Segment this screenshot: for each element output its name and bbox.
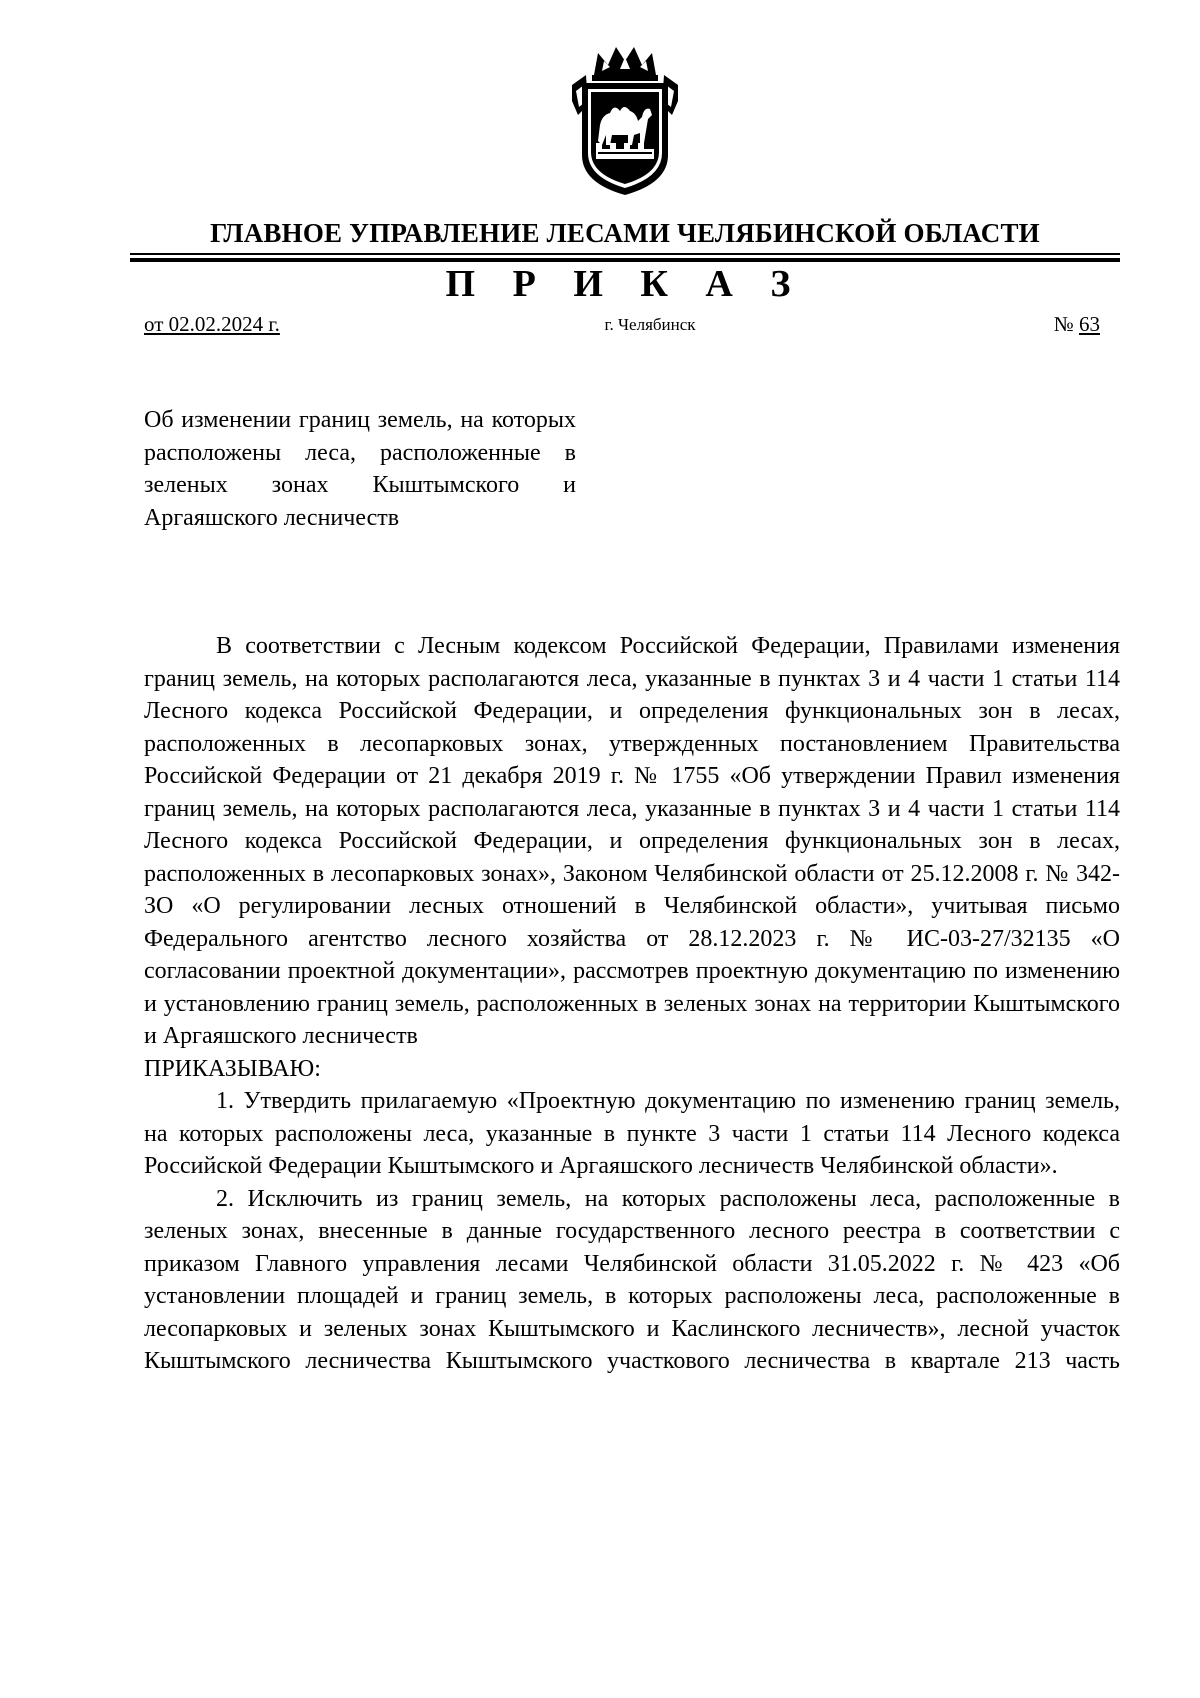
chelyabinsk-coat-of-arms-icon bbox=[564, 45, 686, 197]
document-body bbox=[144, 630, 1120, 1378]
organization-title: ГЛАВНОЕ УПРАВЛЕНИЕ ЛЕСАМИ ЧЕЛЯБИНСКОЙ ОБЛАСТИ bbox=[210, 218, 1040, 248]
preamble-paragraph: В соответствии с Лесным кодексом Российской Федерации, Правилами изменения границ земель, на которых располагаются леса, указанные в пунктах 3 и 4 части 1 статьи 114 Лесного кодекса Российской Федерации, и определения функциональных зон в лесах, расположенных в лесопарковых зонах, утвержденных постановлением Правительства Российской Федерации от 21 декабря 2019 г. № 1755 «Об утверждении Правил изменения границ земель, на которых располагаются леса, указанные в пунктах 3 и 4 части 1 статьи 114 Лесного кодекса Российской Федерации, и определения функциональных зон в лесах, расположенных в лесопарковых зонах», Законом Челябинской области от 25.12.2008 г. № 342-ЗО «О регулировании лесных отношений в Челябинской области», учитывая письмо Федерального агентство лесного хозяйства от 28.12.2023 г. № ИС-03-27/32135 «О согласовании проектной документации», рассмотрев проектную документацию по изменению и установлению границ земель, расположенных в зеленых зонах на территории Кыштымского и Аргаяшского лесничеств bbox=[144, 633, 1120, 1049]
header-divider-thin bbox=[130, 253, 1120, 255]
document-subject: Об изменении границ земель, на которых расположены леса, расположенные в зеленых зонах Кыштымского и Аргаяшского лесничеств bbox=[144, 407, 576, 531]
decree-word: ПРИКАЗЫВАЮ: bbox=[144, 1055, 321, 1082]
item-1-paragraph: 1. Утвердить прилагаемую «Проектную документацию по изменению границ земель, на которых расположены леса, указанные в пункте 3 части 1 статьи 114 Лесного кодекса Российской Федерации Кыштымского и Аргаяшского лесничеств Челябинской области». bbox=[144, 1088, 1120, 1179]
document-date: от 02.02.2024 г. bbox=[144, 312, 280, 336]
document-number bbox=[1054, 312, 1100, 337]
document-number-value: 63 bbox=[1079, 312, 1100, 336]
document-type-title: П Р И К А З bbox=[445, 263, 805, 305]
document-number-prefix: № bbox=[1053, 312, 1079, 336]
document-city: г. Челябинск bbox=[604, 315, 696, 334]
item-2-paragraph: 2. Исключить из границ земель, на которых расположены леса, расположенные в зеленых зонах, внесенные в данные государственного лесного реестра в соответствии с приказом Главного управления лесами Челябинской области 31.05.2022 г. № 423 «Об установлении площадей и границ земель, в которых расположены леса, расположенные в лесопарковых и зеленых зонах Кыштымского и Каслинского лесничеств», лесной участок Кыштымского лесничества Кыштымского участкового лесничества в квартале 213 часть bbox=[144, 1185, 1120, 1374]
